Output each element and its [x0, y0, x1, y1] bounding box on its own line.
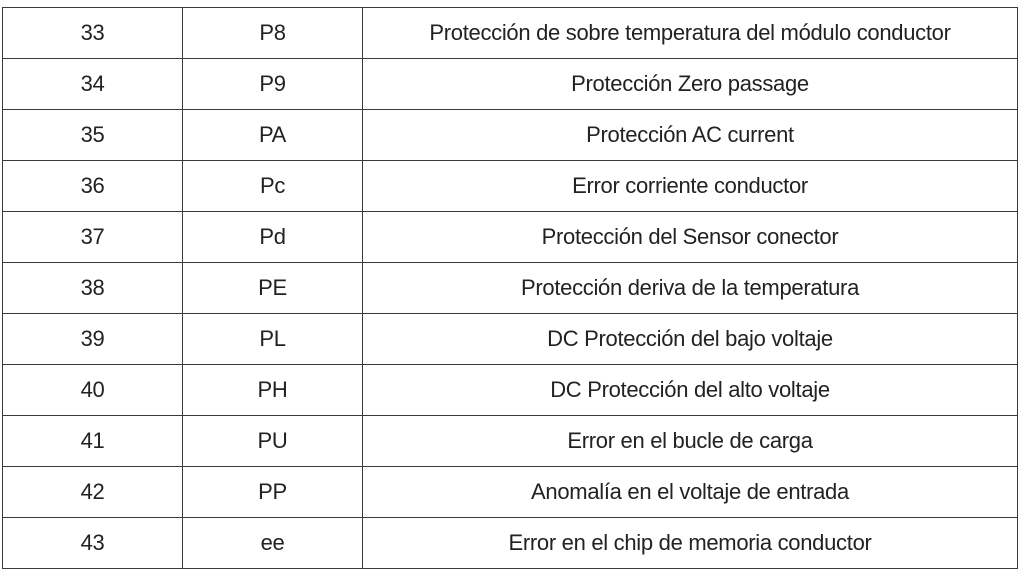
row-number: 39 [3, 314, 183, 365]
error-code: Pd [183, 212, 363, 263]
error-code: PL [183, 314, 363, 365]
row-number: 42 [3, 467, 183, 518]
row-number: 38 [3, 263, 183, 314]
error-code: ee [183, 518, 363, 569]
error-description: Protección AC current [363, 110, 1018, 161]
table-row [3, 8, 1018, 59]
row-number: 37 [3, 212, 183, 263]
error-code-table [2, 7, 1018, 569]
table-row [3, 110, 1018, 161]
error-code: PH [183, 365, 363, 416]
table-row [3, 59, 1018, 110]
error-code: PE [183, 263, 363, 314]
error-description: Anomalía en el voltaje de entrada [363, 467, 1018, 518]
table-row [3, 365, 1018, 416]
error-description: Protección de sobre temperatura del módulo conductor [363, 8, 1018, 59]
error-description: Protección Zero passage [363, 59, 1018, 110]
error-description: Protección del Sensor conector [363, 212, 1018, 263]
table-row [3, 212, 1018, 263]
table-row [3, 416, 1018, 467]
error-code: P9 [183, 59, 363, 110]
error-description: Error en el chip de memoria conductor [363, 518, 1018, 569]
error-description: DC Protección del alto voltaje [363, 365, 1018, 416]
row-number: 35 [3, 110, 183, 161]
row-number: 33 [3, 8, 183, 59]
table-row [3, 161, 1018, 212]
error-code: Pc [183, 161, 363, 212]
row-number: 41 [3, 416, 183, 467]
row-number: 36 [3, 161, 183, 212]
error-code: PU [183, 416, 363, 467]
error-code: PA [183, 110, 363, 161]
error-description: DC Protección del bajo voltaje [363, 314, 1018, 365]
row-number: 34 [3, 59, 183, 110]
error-description: Error en el bucle de carga [363, 416, 1018, 467]
row-number: 40 [3, 365, 183, 416]
table-row [3, 263, 1018, 314]
table-row [3, 467, 1018, 518]
table-row [3, 518, 1018, 569]
error-description: Error corriente conductor [363, 161, 1018, 212]
error-description: Protección deriva de la temperatura [363, 263, 1018, 314]
error-code: P8 [183, 8, 363, 59]
table-row [3, 314, 1018, 365]
row-number: 43 [3, 518, 183, 569]
error-code: PP [183, 467, 363, 518]
error-code-table-container [2, 7, 1018, 567]
